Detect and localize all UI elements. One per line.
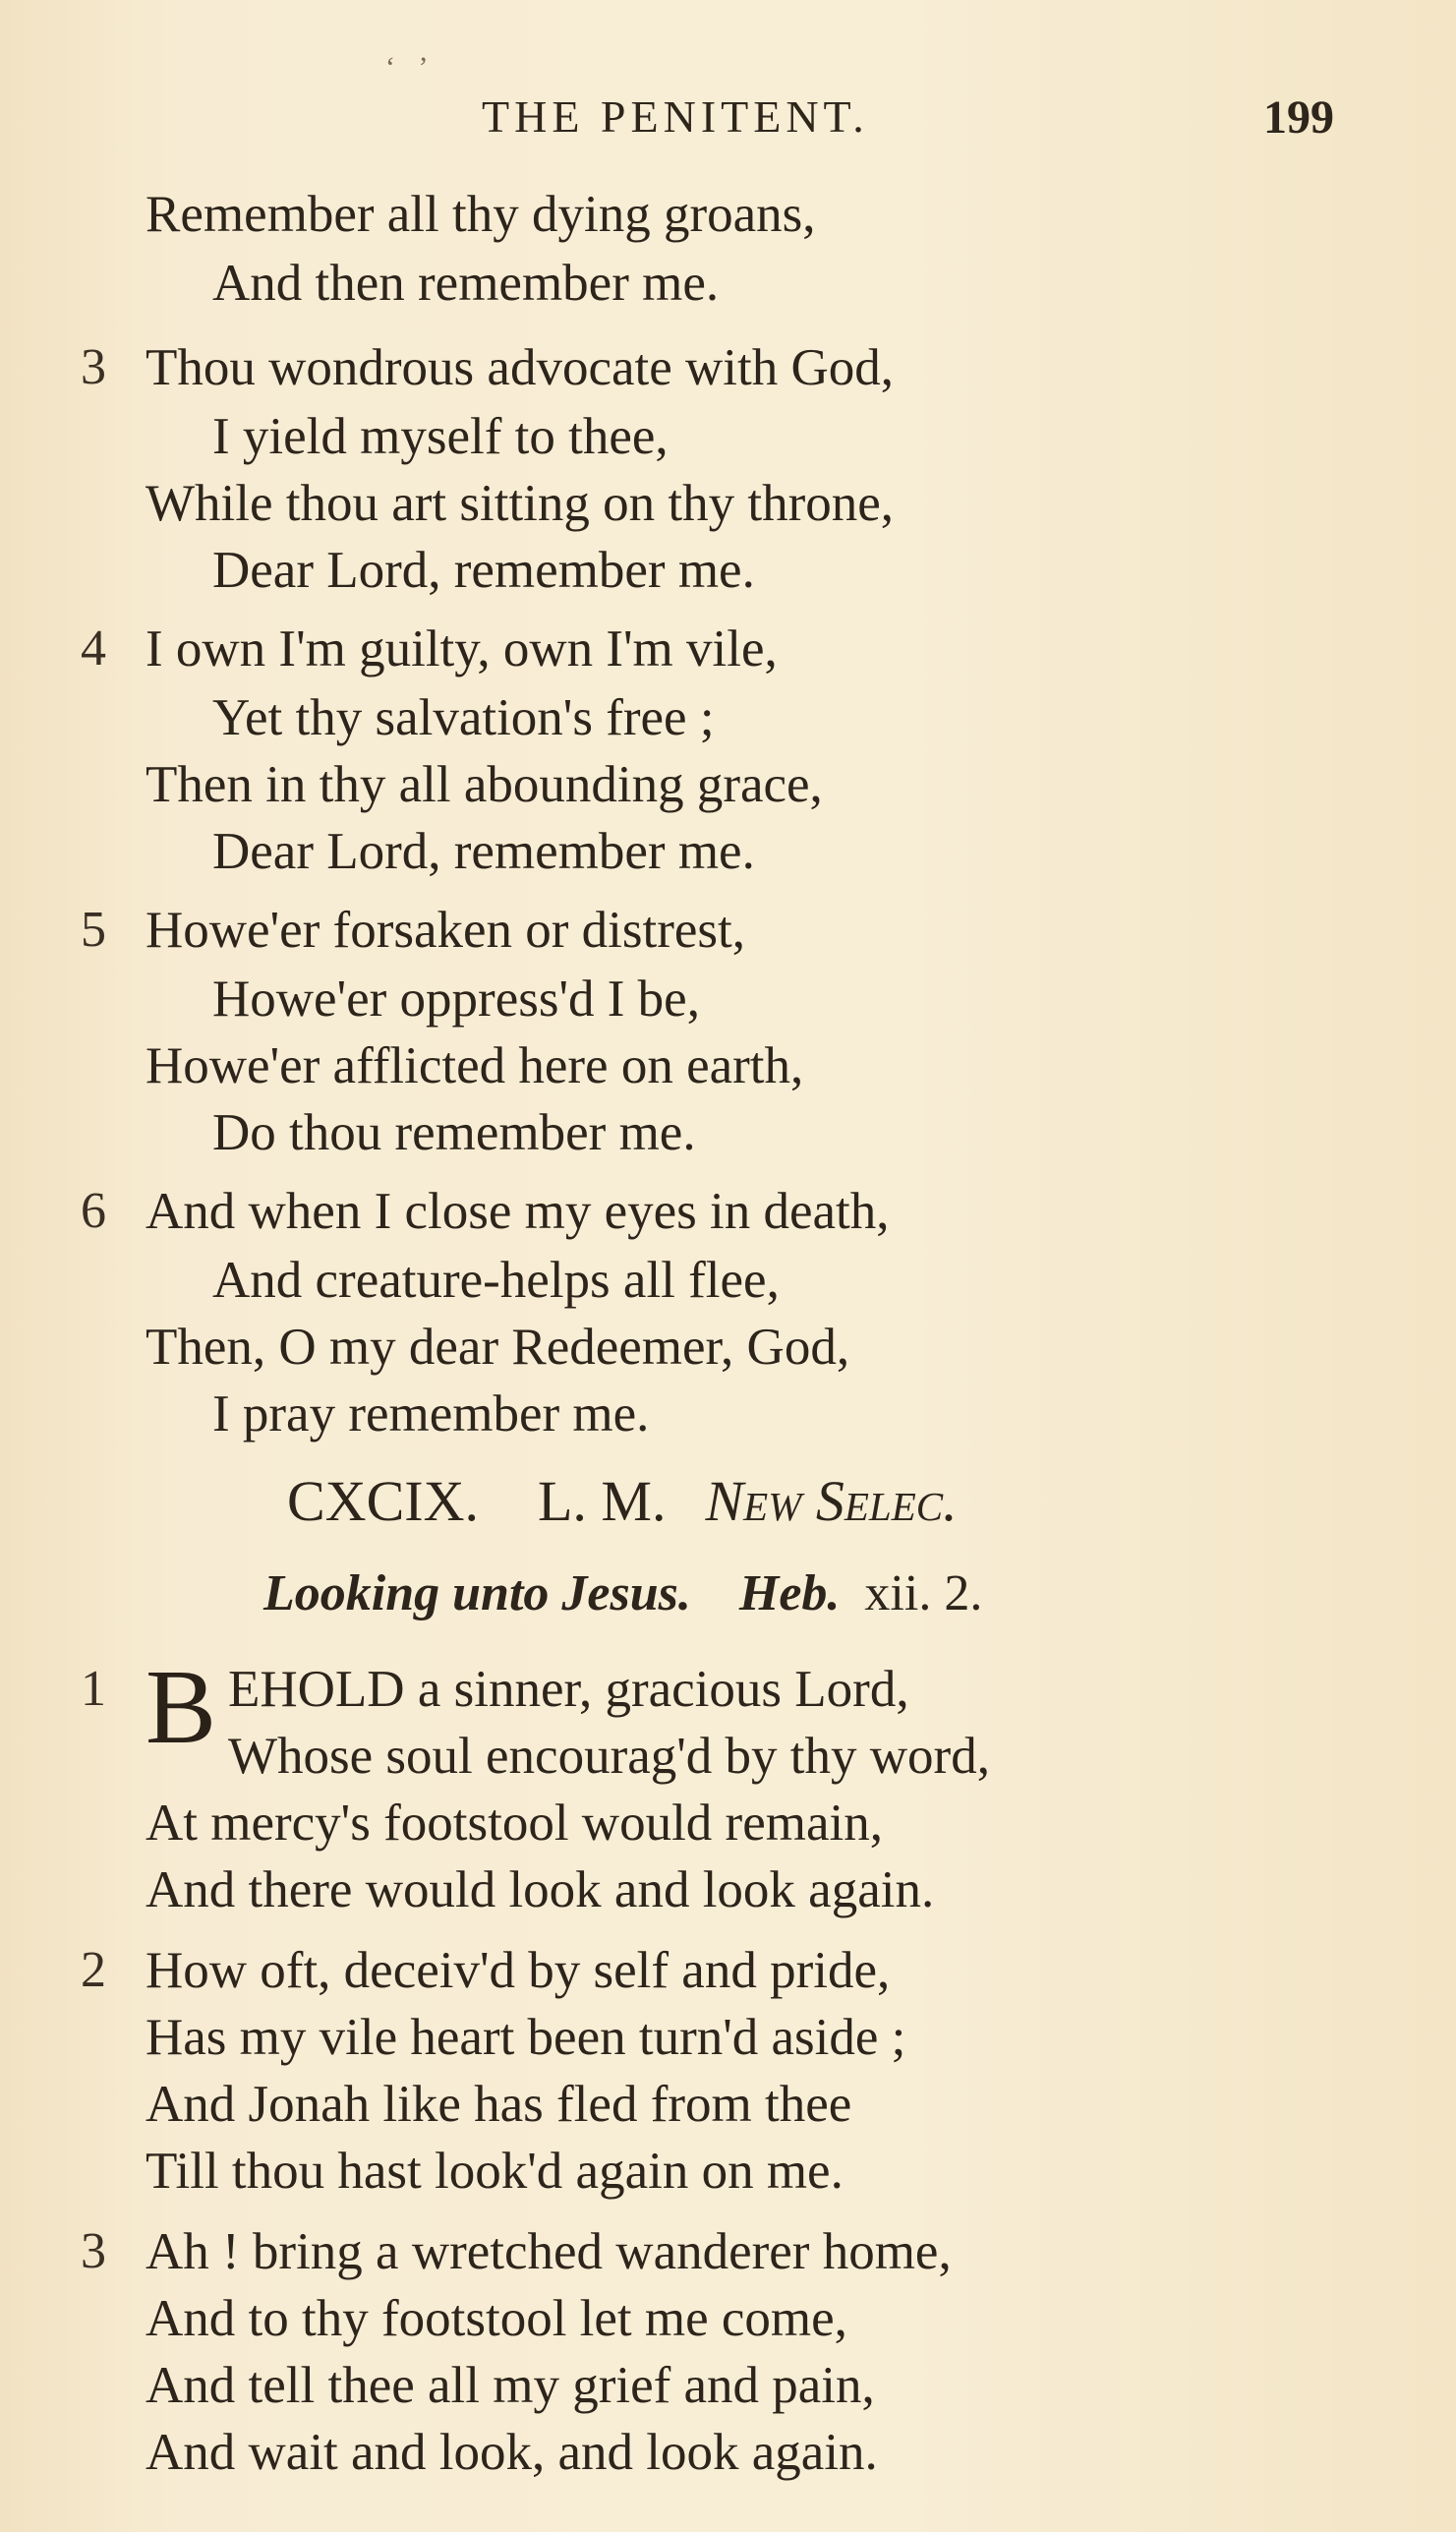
hymn-meter: L. M.: [537, 1469, 667, 1533]
verse-line: Remember all thy dying groans,: [146, 186, 816, 243]
verse-line: Till thou hast look'd again on me.: [146, 2143, 844, 2200]
verse-line: And tell thee all my grief and pain,: [146, 2357, 875, 2414]
verse-line: Then, O my dear Redeemer, God,: [146, 1319, 850, 1376]
verse-line: How oft, deceiv'd by self and pride,: [146, 1942, 891, 1999]
verse-number: 5: [81, 902, 106, 958]
verse-line: And when I close my eyes in death,: [146, 1183, 890, 1240]
scripture-chapter: xii. 2.: [864, 1565, 983, 1621]
verse-number: 4: [81, 620, 106, 677]
verse-line: And wait and look, and look again.: [146, 2424, 878, 2481]
verse-number: 2: [81, 1942, 106, 1998]
verse-line: While thou art sitting on thy throne,: [146, 475, 895, 532]
verse-line: And Jonah like has fled from thee: [146, 2076, 852, 2133]
verse-line: Dear Lord, remember me.: [212, 823, 755, 880]
printer-mark: ‘ ’: [385, 51, 437, 84]
hymn-heading: [287, 1469, 958, 1533]
hymn-number: CXCIX.: [287, 1469, 479, 1533]
verse-line: Thou wondrous advocate with God,: [146, 339, 894, 396]
verse-line: I pray remember me.: [212, 1385, 650, 1443]
verse-number: 3: [81, 339, 106, 395]
verse-line: Yet thy salvation's free ;: [212, 689, 715, 746]
verse-line: And creature-helps all flee,: [212, 1252, 780, 1309]
verse-line: And then remember me.: [212, 255, 720, 312]
verse-number: 6: [81, 1183, 106, 1239]
verse-line: Do thou remember me.: [212, 1104, 696, 1161]
hymn-source: New Selec.: [705, 1469, 958, 1533]
verse-number: 3: [81, 2223, 106, 2279]
running-head: THE PENITENT.: [482, 91, 869, 142]
verse-line: Then in thy all abounding grace,: [146, 756, 823, 813]
verse-line: Howe'er forsaken or distrest,: [146, 902, 746, 959]
verse-line: Dear Lord, remember me.: [212, 542, 755, 599]
verse-line: EHOLD a sinner, gracious Lord,: [228, 1661, 909, 1718]
drop-cap: B: [146, 1649, 217, 1766]
verse-number: 1: [81, 1661, 106, 1717]
verse-line: Has my vile heart been turn'd aside ;: [146, 2009, 906, 2066]
hymn-subtitle: [263, 1565, 983, 1621]
verse-line: At mercy's footstool would remain,: [146, 1795, 883, 1852]
verse-line: Whose soul encourag'd by thy word,: [228, 1728, 990, 1785]
verse-line: I yield myself to thee,: [212, 408, 669, 465]
verse-line: I own I'm guilty, own I'm vile,: [146, 620, 778, 677]
verse-line: Howe'er afflicted here on earth,: [146, 1037, 804, 1094]
page-number: 199: [1263, 91, 1334, 144]
verse-line: Howe'er oppress'd I be,: [212, 971, 700, 1028]
verse-line: And to thy footstool let me come,: [146, 2290, 847, 2347]
verse-line: And there would look and look again.: [146, 1861, 935, 1918]
scripture-book: Heb.: [738, 1565, 841, 1621]
verse-line: Ah ! bring a wretched wanderer home,: [146, 2223, 952, 2280]
subtitle-text: Looking unto Jesus.: [263, 1565, 691, 1621]
